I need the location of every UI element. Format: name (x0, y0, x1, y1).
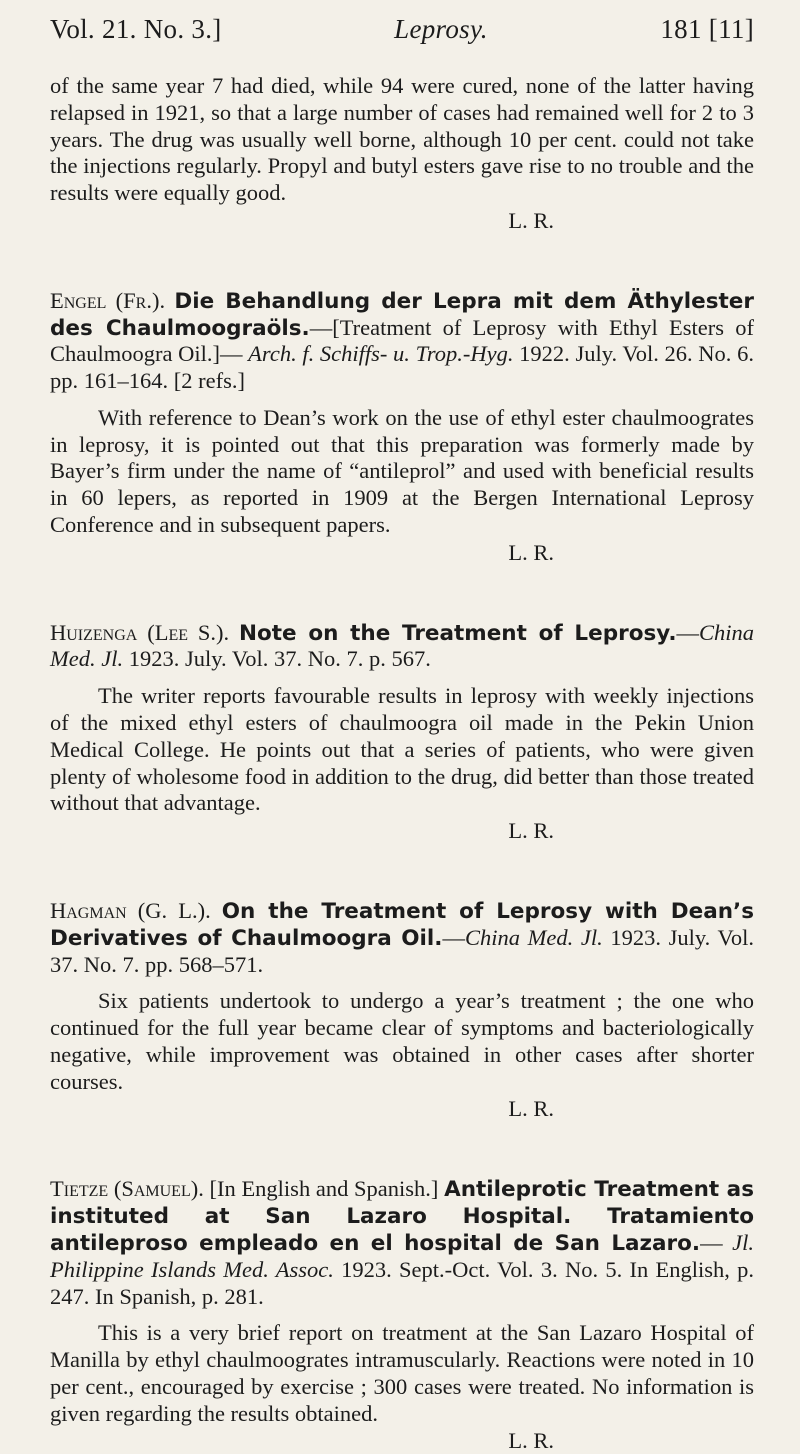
publication-details: 1923. July. Vol. 37. No. 7. p. 567. (123, 646, 431, 672)
author: Engel (Fr.). (50, 287, 166, 313)
author: Hagman (G. L.). (50, 898, 211, 924)
volume-number: Vol. 21. No. 3.] (50, 14, 222, 44)
journal-source: Jl. Philippine Islands Med. Assoc. (50, 1229, 755, 1282)
translated-title: —[Treatment of Leprosy with Ethyl Esters of Chaulmoogra Oil.]— (50, 314, 754, 367)
abstract-entry (50, 898, 754, 1122)
publication-details: 1923. July. Vol. 37. No. 7. pp. 568–571. (50, 924, 754, 977)
article-title: On the Treatment of Leprosy with Dean’s Derivatives of Chaulmoogra Oil. (50, 899, 754, 951)
reviewer-initials: L. R. (508, 1096, 554, 1122)
journal-source: Arch. f. Schiffs- u. Trop.-Hyg. (248, 341, 514, 367)
abstract-entry (50, 620, 754, 844)
abstract-text: The writer reports favourable results in leprosy with weekly injections of the mixed ethyl esters of chaulmoogra oil made in the Pekin Union Medical College. He points out that a series of patients, who were given plenty of wholesome food in addition to the drug, did better than those treated without that advantage. (50, 683, 754, 816)
reviewer-initials: L. R. (508, 818, 554, 844)
title-separator: — (676, 619, 699, 645)
article-title: Note on the Treatment of Leprosy. (238, 620, 677, 646)
page-number: 181 [11] (660, 14, 754, 44)
article-title: Die Behandlung der Lepra mit dem Äthylester des Chaulmoograöls. (50, 288, 754, 341)
author: Huizenga (Lee S.). (50, 619, 230, 645)
language-note: [In English and Spanish.] (203, 1176, 445, 1202)
abstract-entry (50, 1176, 754, 1454)
abstract-text: Six patients undertook to undergo a year’s treatment ; the one who continued for the full year became clear of symptoms and bacteriologically negative, while improvement was obtained in other cases after shorter courses. (50, 988, 754, 1094)
reviewer-initials: L. R. (508, 1428, 554, 1454)
author: Tietze (Samuel). (50, 1176, 204, 1202)
journal-source: China Med. Jl. (50, 619, 755, 672)
article-title: Antileprotic Treatment as instituted at San Lazaro Hospital. Tratamiento antileproso empleado en el hospital de San Lazaro. (50, 1177, 754, 1256)
abstract-text: This is a very brief report on treatment at the San Lazaro Hospital of Manilla by ethyl chaulmoogrates intramuscularly. Reactions were noted in 10 per cent., encouraged by exercise ; 300 cases were treated. No information is given regarding the results obtained. (50, 1320, 754, 1426)
reviewer-initials: L. R. (508, 539, 554, 565)
continuation-paragraph: of the same year 7 had died, while 94 were cured, none of the latter having relapsed in 1921, so that a large number of cases had remained well for 2 to 3 years. The drug was usually well borne, although 10 per cent. could not take the injections regularly. Propyl and butyl esters gave rise to no trouble and the results were equally good. (50, 73, 754, 206)
running-header (50, 14, 754, 45)
citation (50, 288, 754, 395)
abstract-entry (50, 288, 754, 566)
citation (50, 898, 754, 978)
journal-source: China Med. Jl. (464, 924, 603, 950)
title-separator: — (700, 1229, 733, 1255)
reviewer-initials: L. R. (508, 207, 554, 233)
title-separator: — (442, 924, 465, 950)
abstract-text: With reference to Dean’s work on the use of ethyl ester chaulmoogrates in leprosy, it is pointed out that this preparation was formerly made by Bayer’s firm under the name of “antileprol” and used with beneficial results in 60 lepers, as reported in 1909 at the Bergen International Leprosy Conference and in subsequent papers. (50, 404, 754, 537)
publication-details: 1923. Sept.-Oct. Vol. 3. No. 5. In English, p. 247. In Spanish, p. 281. (50, 1256, 754, 1309)
citation (50, 1176, 754, 1310)
publication-details: 1922. July. Vol. 26. No. 6. pp. 161–164. [2 refs.] (50, 341, 754, 394)
citation (50, 620, 754, 674)
section-title: Leprosy. (394, 14, 488, 44)
